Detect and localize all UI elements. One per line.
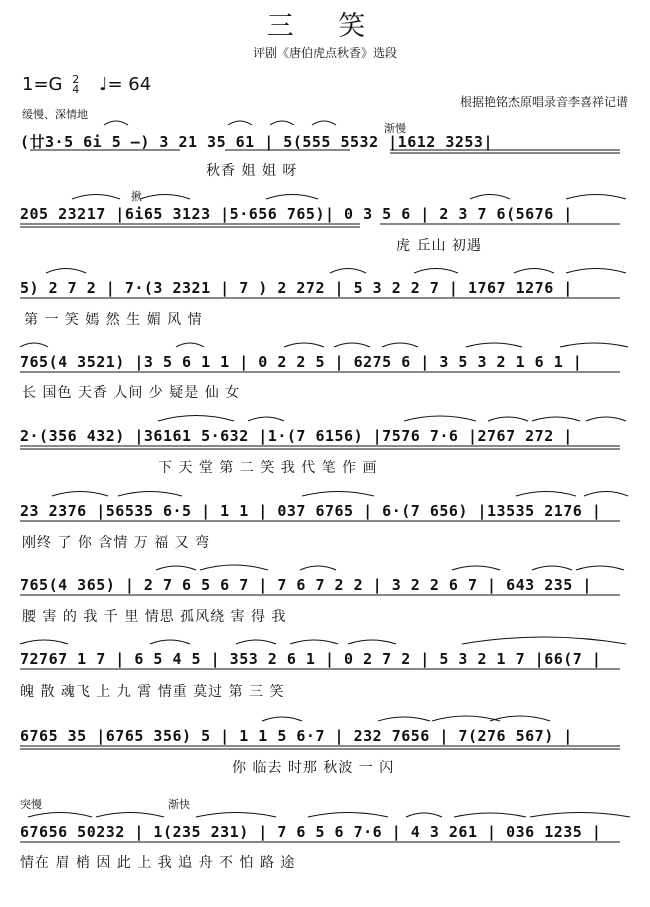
- slur: [156, 566, 196, 570]
- transcription-credit: 根据艳铭杰原唱录音李喜祥记谱: [459, 95, 628, 109]
- slur: [466, 343, 522, 347]
- notation-row-7: 765(4 365) | 2 7 6 5 6 7 | 7 6 7 2 2 | 3 2 2 6 7 | 643 235 |: [20, 576, 592, 594]
- slur: [104, 121, 128, 125]
- slur: [302, 492, 374, 497]
- slur: [140, 195, 190, 200]
- slur: [118, 492, 182, 497]
- slur: [566, 269, 626, 274]
- slur: [530, 813, 630, 818]
- lyrics-row-6: 刚终 了 你 含情 万 福 又 弯: [22, 535, 211, 551]
- slur: [532, 417, 580, 421]
- slur: [488, 417, 528, 421]
- slur: [150, 640, 190, 644]
- slur: [270, 121, 294, 125]
- notation-row-2: 205 23217 |6i65 3123 |5·656 765)| 0 3 5 6 | 2 3 7 6(5676 |: [20, 205, 573, 223]
- slur: [196, 813, 276, 818]
- slur: [96, 813, 164, 818]
- lyrics-row-10: 情在 眉 梢 因 此 上 我 追 舟 不 怕 路 途: [20, 855, 296, 871]
- slur: [452, 566, 500, 570]
- expression-rit-row1: 渐慢: [384, 122, 406, 135]
- lyrics-row-4: 长 国色 天香 人间 少 疑是 仙 女: [22, 385, 241, 401]
- lyrics-row-3: 第 一 笑 嫣 然 生 媚 风 情: [24, 312, 203, 328]
- slur: [262, 717, 302, 721]
- lyrics-row-8: 魄 散 魂飞 上 九 霄 情重 莫过 第 三 笑: [20, 684, 285, 700]
- tempo-mark: ♩= 64: [98, 74, 152, 95]
- slur: [404, 416, 476, 421]
- notation-row-4: 765(4 3521) |3 5 6 1 1 | 0 2 2 5 | 6275 6 | 3 5 3 2 1 6 1 |: [20, 353, 583, 371]
- lyrics-row-9: 你 临去 时那 秋波 一 闪: [232, 760, 395, 776]
- slur: [236, 640, 276, 644]
- slur: [470, 195, 510, 200]
- lyrics-row-7: 腰 害 的 我 千 里 情思 孤风绕 害 得 我: [22, 609, 287, 625]
- notation-row-8: 72767 1 7 | 6 5 4 5 | 353 2 6 1 | 0 2 7 2 | 5 3 2 1 7 |66(7 |: [20, 650, 602, 668]
- slur: [284, 343, 324, 347]
- song-subtitle: 评剧《唐伯虎点秋香》选段: [252, 46, 397, 60]
- slur: [312, 121, 336, 125]
- expression-accel-row10: 渐快: [168, 798, 190, 811]
- slur: [248, 417, 284, 421]
- slur: [454, 813, 526, 817]
- slur: [406, 813, 442, 817]
- slur: [514, 269, 554, 274]
- slur: [72, 195, 120, 200]
- slur: [300, 566, 336, 570]
- slur: [290, 640, 338, 644]
- time-signature-bottom: 4: [72, 83, 80, 96]
- slur: [576, 566, 624, 570]
- slur: [348, 640, 396, 644]
- notation-row-1: (廿3·5 6i 5 –) 3 21 35 61 | 5(555 5532 |1612 3253|: [20, 133, 493, 151]
- slur: [200, 565, 268, 570]
- notation-row-9: 6765 35 |6765 356) 5 | 1 1 5 6·7 | 232 7656 | 7(276 567) |: [20, 727, 573, 745]
- notation-row-6: 23 2376 |56535 6·5 | 1 1 | 037 6765 | 6·(7 656) |13535 2176 |: [20, 502, 602, 520]
- slur: [20, 343, 48, 347]
- time-signature-top: 2: [72, 73, 80, 86]
- slur: [158, 416, 234, 422]
- notation-row-5: 2·(356 432) |36161 5·632 |1·(7 6156) |7576 7·6 |2767 272 |: [20, 427, 573, 445]
- slur: [566, 195, 626, 200]
- notation-row-10: 67656 50232 | 1(235 231) | 7 6 5 6 7·6 | 4 3 261 | 036 1235 |: [20, 823, 602, 841]
- slur: [52, 492, 108, 497]
- slur: [46, 269, 86, 274]
- notation-row-3: 5) 2 7 2 | 7·(3 2321 | 7 ) 2 272 | 5 3 2 2 7 | 1767 1276 |: [20, 279, 573, 297]
- slur: [462, 637, 626, 644]
- expression-opening: 缓慢、深情地: [22, 108, 88, 121]
- lyrics-row-5: 下 天 堂 第 二 笑 我 代 笔 作 画: [158, 460, 378, 476]
- slur: [584, 492, 628, 497]
- slur: [330, 269, 366, 274]
- slur: [382, 343, 418, 347]
- slur: [266, 195, 318, 200]
- slur: [560, 343, 628, 347]
- slur: [228, 121, 252, 125]
- slur: [176, 343, 204, 347]
- slur: [20, 640, 68, 644]
- slur: [414, 269, 458, 274]
- lyrics-row-1: 秋香 姐 姐 呀: [206, 163, 298, 179]
- lyrics-row-2: 虎 丘山 初遇: [396, 238, 482, 254]
- slur: [516, 492, 576, 497]
- slur: [308, 813, 388, 818]
- song-title: 三 笑: [266, 11, 384, 42]
- expression-mark-row2: 揪: [131, 190, 142, 203]
- slur: [432, 716, 500, 721]
- key-signature: 1=G: [22, 74, 63, 95]
- slur: [378, 717, 430, 721]
- expression-slow-row10: 突慢: [20, 798, 42, 811]
- slur: [532, 566, 572, 570]
- slur: [334, 343, 370, 347]
- slur: [586, 417, 626, 421]
- slur: [28, 813, 92, 818]
